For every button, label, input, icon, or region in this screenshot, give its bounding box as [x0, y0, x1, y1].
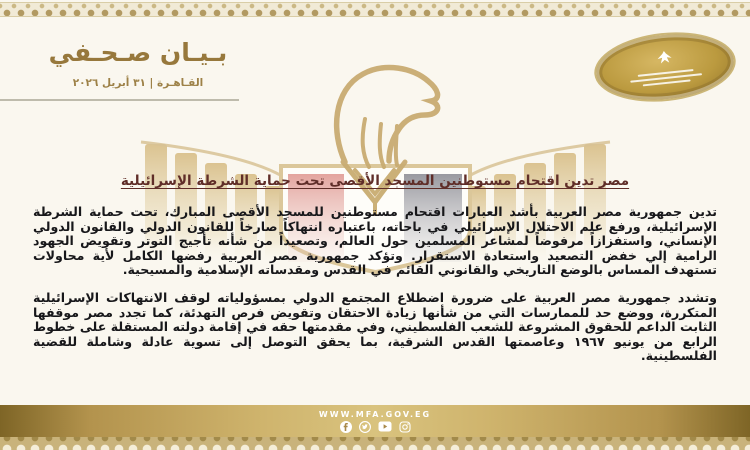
statement-paragraph-2: وتشدد جمهورية مصر العربية على ضرورة اضطلاع المجتمع الدولي بمسؤولياته لوقف الانتهاكات الإسرائيلية المتكررة، ووضع حد للممارسات التي من شأنها زيادة الاحتقان وتقويض فرص التهدئة، كما تجدد مصر موقفها الثابت الداعم للحقوق المشروعة للشعب الفلسطيني، وفي مقدمتها حقه في إقامة دولته المستقلة على خطوط الرابع من يونيو ١٩٦٧ وعاصمتها القدس الشرقية، بما يحقق التوصل إلى تسوية عادلة وشاملة للقضية الفلسطينية. [33, 289, 717, 364]
instagram-icon[interactable] [399, 421, 411, 433]
footer-bar [0, 405, 750, 437]
facebook-icon[interactable] [340, 421, 352, 433]
youtube-icon[interactable] [378, 421, 392, 432]
press-statement-title: بـيـان صـحـفي [48, 38, 228, 67]
bottom-ornament-border [0, 437, 750, 450]
top-ornament-border [0, 2, 750, 17]
twitter-icon[interactable] [359, 421, 371, 433]
social-icons-row [340, 421, 411, 433]
statement-paragraph-1: تدين جمهورية مصر العربية بأشد العبارات اقتحام مستوطنين للمسجد الأقصى المبارك، تحت حماية الشرطة الإسرائيلية، ورفع علم الاحتلال الإسرائيلي في باحاته، باعتباره انتهاكاً صارخاً للقانون الدولي والقانون الدولي الإنساني، واستفزازاً مرفوضاً لمشاعر المسلمين حول العالم، وتصعيداً من شأنه تأجيج التوتر وتقويض الجهود الرامية إلي خفض التصعيد واستعادة الاستقرار. وتؤكد جمهورية مصر العربية رفضها الكامل لأية محاولات تستهدف المساس بالوضع التاريخي والقانوني القائم في القدس ومقدساته الإسلامية والمسيحية. [33, 204, 717, 278]
seal-eagle-icon [655, 49, 674, 70]
website-link[interactable]: WWW.MFA.GOV.EG [318, 409, 432, 419]
dateline: القـاهـرة | ٣١ أبريل ٢٠٢٦ [72, 77, 204, 89]
statement-body [33, 205, 717, 377]
statement-headline: مصر تدين اقتحام مستوطنين المسجد الأقصى تحت حماية الشرطة الإسرائيلية [120, 173, 630, 189]
